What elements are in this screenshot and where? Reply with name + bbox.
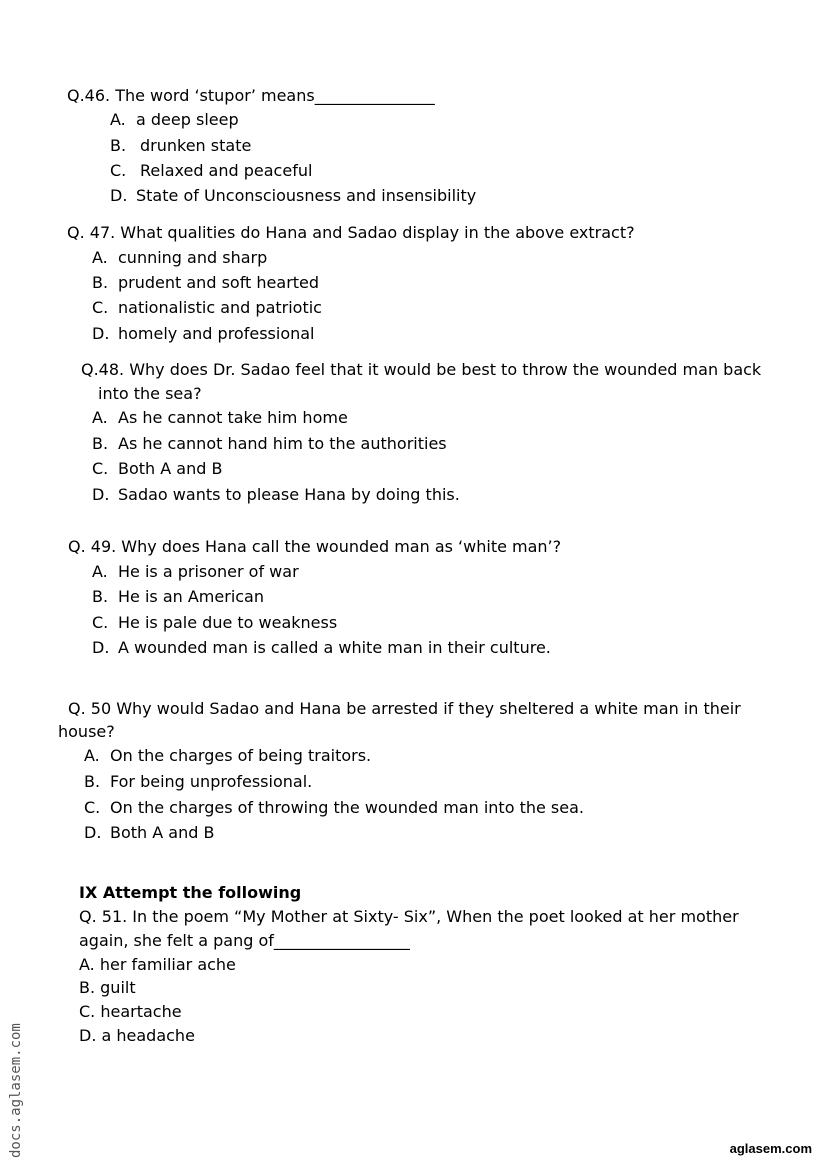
q50-option-a [84, 746, 371, 766]
q51-option-b: B. guilt [79, 978, 136, 997]
q49-option-a [92, 562, 299, 582]
option-letter: A. [92, 248, 108, 267]
option-letter: B. [84, 772, 101, 791]
option-letter: A. [92, 408, 108, 427]
footer-brand-link[interactable]: aglasem.com [729, 1141, 812, 1156]
q50-option-c [84, 798, 584, 818]
section-ix-heading: IX Attempt the following [79, 883, 302, 902]
option-text: State of Unconsciousness and insensibility [136, 186, 477, 205]
option-letter: D. [110, 186, 128, 205]
q48-stem-line1: Q.48. Why does Dr. Sadao feel that it would be best to throw the wounded man back [81, 360, 762, 379]
option-text: cunning and sharp [118, 248, 268, 267]
q48-option-a [92, 408, 348, 428]
option-letter: A. [92, 562, 108, 581]
option-letter: B. [92, 434, 109, 453]
q46-option-c [110, 161, 312, 181]
q51-option-a: A. her familiar ache [79, 955, 236, 974]
q47-option-a [92, 248, 267, 268]
option-text: a deep sleep [136, 110, 239, 129]
option-letter: B. [92, 273, 109, 292]
q49-stem: Q. 49. Why does Hana call the wounded man as ‘white man’? [68, 537, 562, 556]
q50-stem-line2: house? [58, 722, 115, 741]
option-letter: C. [92, 298, 109, 317]
option-letter: D. [92, 638, 110, 657]
option-letter: C. [92, 459, 109, 478]
q50-option-d [84, 823, 214, 843]
option-text: drunken state [140, 136, 252, 155]
option-text: He is an American [118, 587, 264, 606]
option-letter: D. [92, 485, 110, 504]
q47-option-d [92, 324, 315, 344]
q46-stem: Q.46. The word ‘stupor’ means_______________ [67, 86, 435, 105]
q50-stem-line1: Q. 50 Why would Sadao and Hana be arrested if they sheltered a white man in their [68, 699, 741, 718]
option-text: Both A and B [110, 823, 215, 842]
option-text: Both A and B [118, 459, 223, 478]
q51-option-c: C. heartache [79, 1002, 182, 1021]
option-letter: D. [92, 324, 110, 343]
q47-option-b [92, 273, 319, 293]
option-letter: A. [110, 110, 126, 129]
option-text: Relaxed and peaceful [140, 161, 313, 180]
option-letter: A. [84, 746, 100, 765]
q51-stem-line1: Q. 51. In the poem “My Mother at Sixty- Six”, When the poet looked at her mother [79, 907, 739, 926]
option-letter: C. [110, 161, 127, 180]
option-letter: D. [84, 823, 102, 842]
q49-option-c [92, 613, 337, 633]
q50-option-b [84, 772, 312, 792]
option-text: He is pale due to weakness [118, 613, 338, 632]
option-text: A wounded man is called a white man in their culture. [118, 638, 551, 657]
option-letter: B. [92, 587, 109, 606]
q48-option-d [92, 485, 460, 505]
q51-option-d: D. a headache [79, 1026, 195, 1045]
option-text: nationalistic and patriotic [118, 298, 322, 317]
option-letter: B. [110, 136, 127, 155]
q48-stem-line2: into the sea? [98, 384, 202, 403]
q46-option-a [110, 110, 239, 130]
q49-option-d [92, 638, 551, 658]
option-text: Sadao wants to please Hana by doing this. [118, 485, 460, 504]
q47-stem: Q. 47. What qualities do Hana and Sadao display in the above extract? [67, 223, 635, 242]
option-text: He is a prisoner of war [118, 562, 299, 581]
option-text: prudent and soft hearted [118, 273, 320, 292]
q49-option-b [92, 587, 264, 607]
option-text: As he cannot hand him to the authorities [118, 434, 447, 453]
q46-option-d [110, 186, 476, 206]
option-text: On the charges of being traitors. [110, 746, 372, 765]
q46-option-b [110, 136, 251, 156]
option-text: On the charges of throwing the wounded man into the sea. [110, 798, 584, 817]
option-text: As he cannot take him home [118, 408, 348, 427]
option-text: For being unprofessional. [110, 772, 313, 791]
q51-stem-line2: again, she felt a pang of_________________ [79, 931, 410, 950]
q48-option-b [92, 434, 447, 454]
side-watermark: docs.aglasem.com [8, 1023, 24, 1158]
option-letter: C. [84, 798, 101, 817]
q47-option-c [92, 298, 322, 318]
q48-option-c [92, 459, 222, 479]
option-letter: C. [92, 613, 109, 632]
option-text: homely and professional [118, 324, 315, 343]
